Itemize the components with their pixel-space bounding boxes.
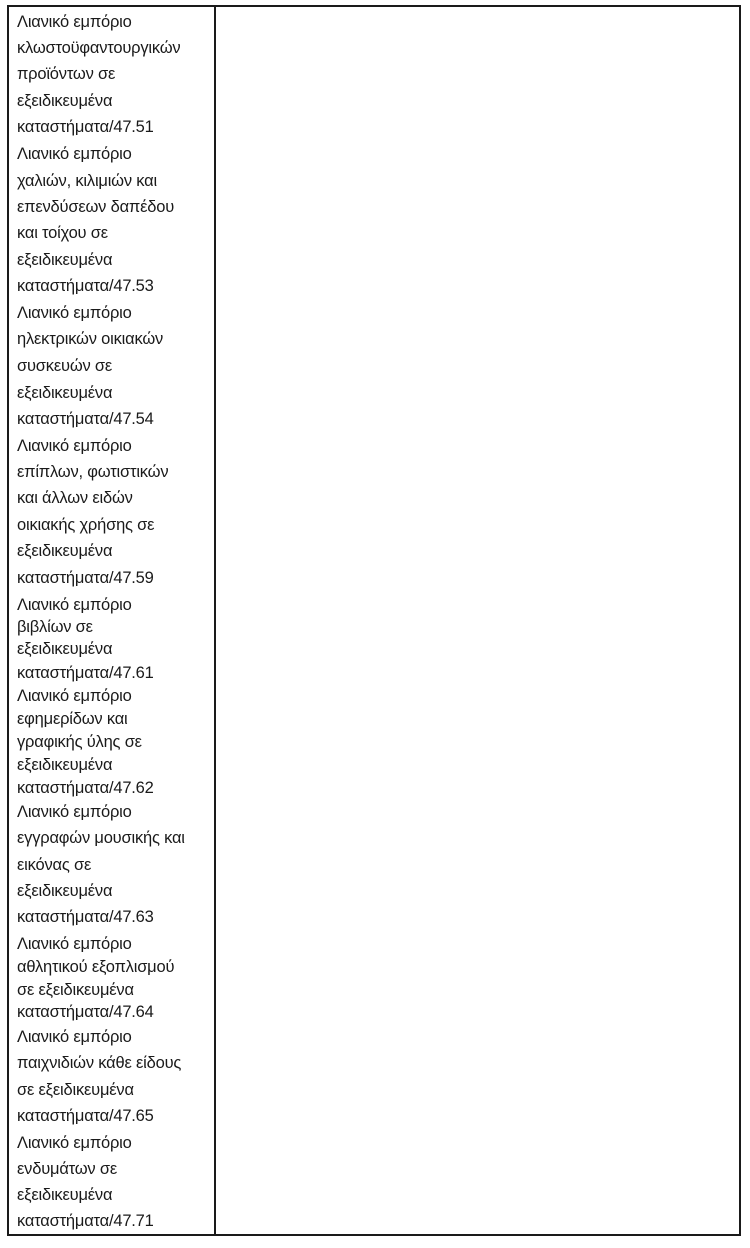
activity-entry-line: εξειδικευμένα [17,640,113,658]
activity-entry-line: παιχνιδιών κάθε είδους [17,1054,182,1072]
activity-entry-line: Λιανικό εμπόριο [17,803,132,821]
activity-entry-line: Λιανικό εμπόριο [17,687,132,705]
activity-table [7,5,741,1236]
activity-entry-line: Λιανικό εμπόριο [17,437,132,455]
activity-entry-line: εξειδικευμένα [17,92,113,110]
activity-entry-line: εξειδικευμένα [17,1186,113,1204]
activity-entry-line: καταστήματα/47.64 [17,1003,154,1021]
activity-entry-line: Λιανικό εμπόριο [17,1134,132,1152]
activity-entry-line: γραφικής ύλης σε [17,733,142,751]
activity-description-column [9,7,214,1234]
activity-entry-line: Λιανικό εμπόριο [17,13,132,31]
activity-entry-line: Λιανικό εμπόριο [17,596,132,614]
activity-entry-line: εφημερίδων και [17,710,128,728]
activity-entry-line: καταστήματα/47.62 [17,779,154,797]
activity-entry-line: εξειδικευμένα [17,756,113,774]
activity-entry-line: χαλιών, κιλιμιών και [17,172,157,190]
activity-entry-line: καταστήματα/47.65 [17,1107,154,1125]
activity-entry-line: Λιανικό εμπόριο [17,1028,132,1046]
activity-entry-line: καταστήματα/47.63 [17,908,154,926]
activity-entry-line: καταστήματα/47.54 [17,410,154,428]
activity-entry-line: καταστήματα/47.61 [17,664,154,682]
activity-entry-line: επίπλων, φωτιστικών [17,463,169,481]
activity-entry-line: ηλεκτρικών οικιακών [17,330,164,348]
activity-entry-line: Λιανικό εμπόριο [17,304,132,322]
activity-entry-line: Λιανικό εμπόριο [17,145,132,163]
activity-entry-line: εικόνας σε [17,856,92,874]
activity-entry-line: συσκευών σε [17,357,113,375]
activity-entry-line: οικιακής χρήσης σε [17,516,155,534]
activity-entry-line: σε εξειδικευμένα [17,981,134,999]
activity-entry-line: καταστήματα/47.59 [17,569,154,587]
activity-entry-line: και άλλων ειδών [17,489,133,507]
activity-entry-line: εξειδικευμένα [17,542,113,560]
activity-entry-line: εξειδικευμένα [17,384,113,402]
activity-entry-line: εξειδικευμένα [17,882,113,900]
activity-entry-line: αθλητικού εξοπλισμού [17,958,175,976]
activity-entry-line: Λιανικό εμπόριο [17,935,132,953]
activity-entry-line: εγγραφών μουσικής και [17,829,185,847]
activity-entry-line: σε εξειδικευμένα [17,1081,134,1099]
activity-entry-line: βιβλίων σε [17,618,93,636]
activity-entry-line: καταστήματα/47.71 [17,1212,154,1230]
activity-entry-line: και τοίχου σε [17,224,108,242]
activity-entry-line: εξειδικευμένα [17,251,113,269]
activity-entry-line: καταστήματα/47.51 [17,118,154,136]
activity-entry-line: καταστήματα/47.53 [17,277,154,295]
activity-entry-line: κλωστοϋφαντουργικών [17,39,181,57]
activity-entry-line: προϊόντων σε [17,65,116,83]
empty-value-column [216,7,739,1234]
activity-entry-line: επενδύσεων δαπέδου [17,198,175,216]
activity-entry-line: ενδυμάτων σε [17,1160,117,1178]
